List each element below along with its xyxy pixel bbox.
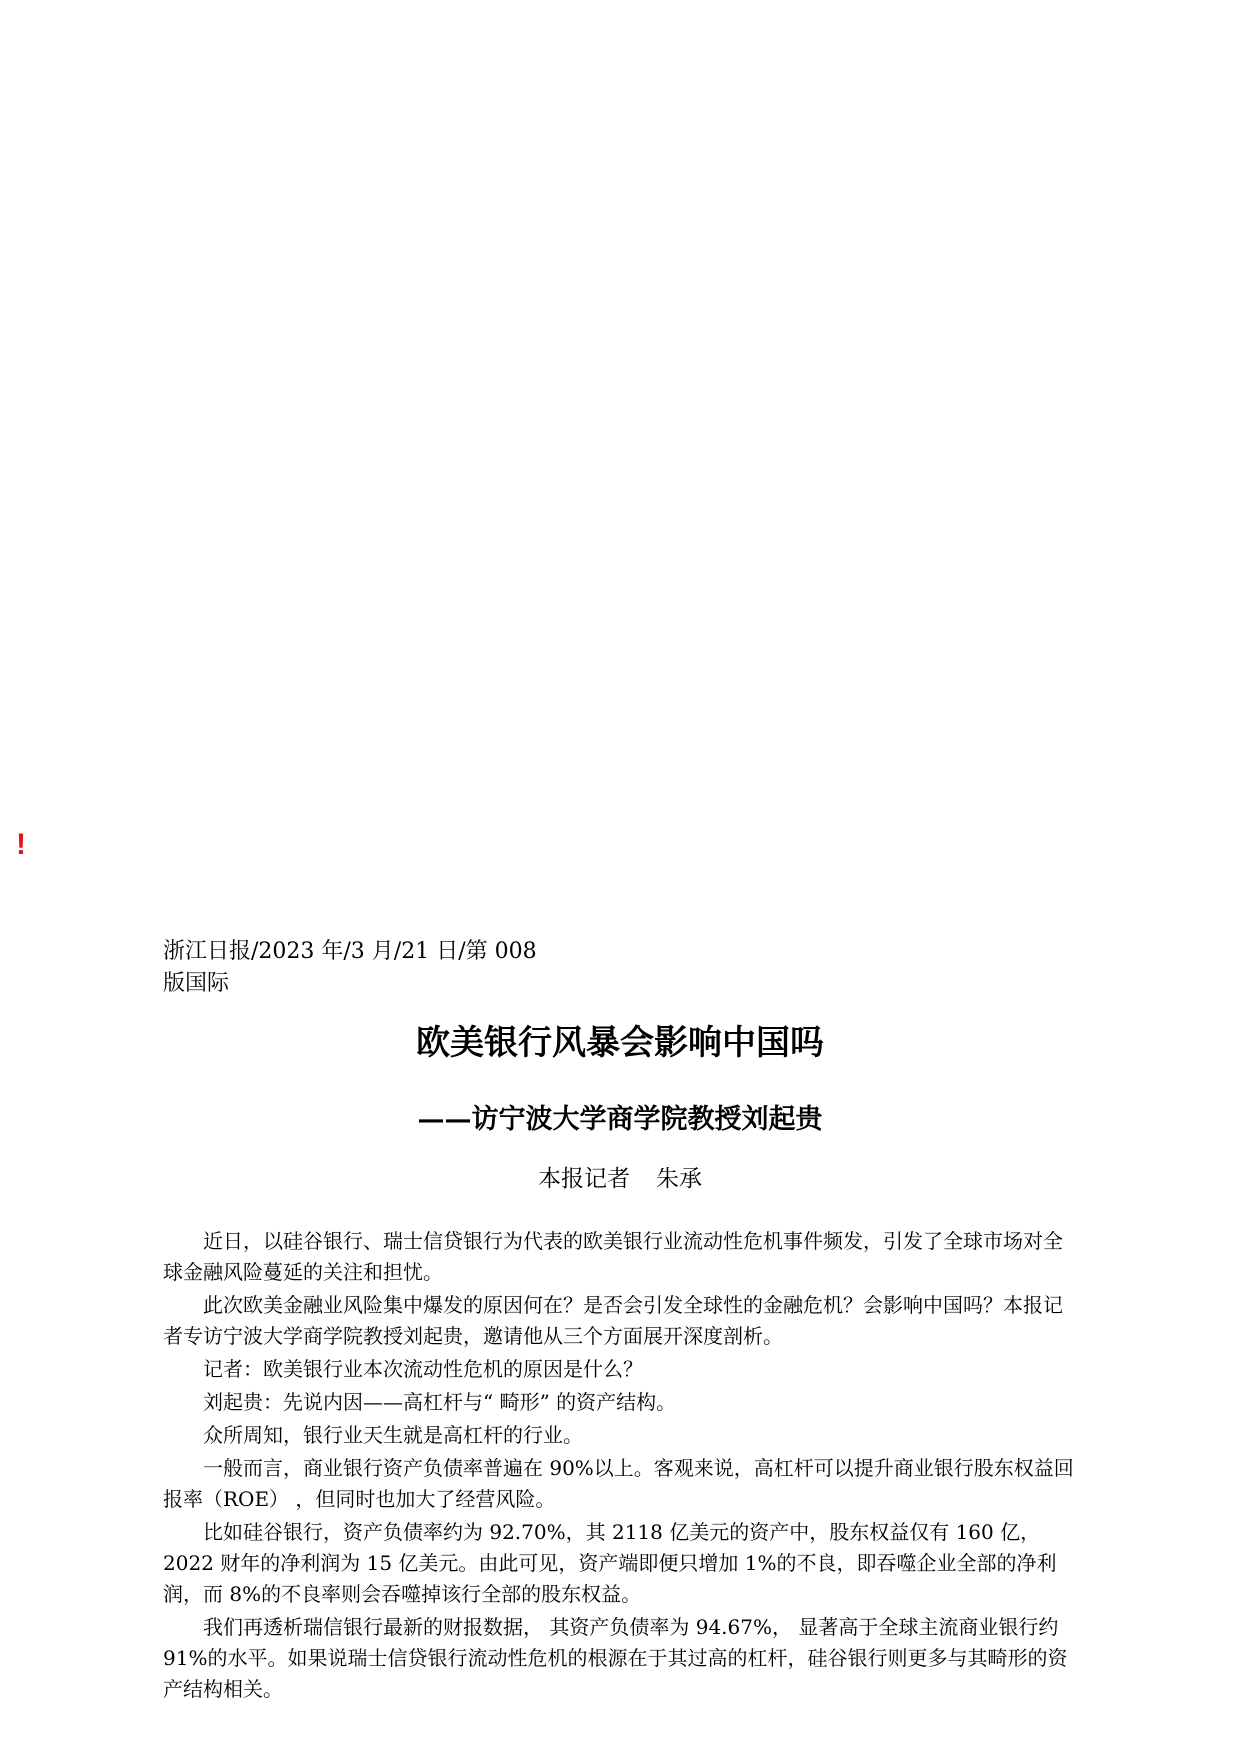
source-line — [163, 936, 563, 1000]
byline-name: 朱承 — [656, 1166, 702, 1192]
byline — [0, 1163, 1240, 1195]
headline: 欧美银行风暴会影响中国吗 — [416, 1023, 824, 1063]
paragraph: 一般而言，商业银行资产负债率普遍在 90%以上。客观来说，高杠杆可以提升商业银行股东权益回报率（ROE） ，但同时也加大了经营风险。 — [163, 1456, 1074, 1511]
source-line-1: 浙江日报/2023 年/3 月/21 日/第 008 — [163, 939, 537, 964]
byline-role: 本报记者 — [538, 1166, 630, 1192]
paragraph: 刘起贵：先说内因——高杠杆与“ 畸形” 的资产结构。 — [203, 1390, 677, 1414]
source-line-2: 版国际 — [163, 971, 230, 996]
paragraph: 近日，以硅谷银行、瑞士信贷银行为代表的欧美银行业流动性危机事件频发，引发了全球市场对全球金融风险蔓延的关注和担忧。 — [163, 1229, 1063, 1284]
article-body — [163, 1226, 1080, 1707]
paragraph: 比如硅谷银行，资产负债率约为 92.70%，其 2118 亿美元的资产中，股东权益仅有 160 亿，2022 财年的净利润为 15 亿美元。由此可见，资产端即便只增加 1%的不良，即吞噬企业全部的净利润，而 8%的不良率则会吞噬掉该行全部的股东权益。 — [163, 1520, 1057, 1606]
subtitle: ——访宁波大学商学院教授刘起贵 — [417, 1104, 823, 1135]
paragraph: 众所周知，银行业天生就是高杠杆的行业。 — [203, 1423, 583, 1447]
paragraph: 我们再透析瑞信银行最新的财报数据， 其资产负债率为 94.67%， 显著高于全球主流商业银行约 91%的水平。如果说瑞士信贷银行流动性危机的根源在于其过高的杠杆，硅谷银行则更多与其畸形的资产结构相关。 — [163, 1615, 1068, 1701]
paragraph: 记者：欧美银行业本次流动性危机的原因是什么？ — [203, 1357, 643, 1381]
alert-mark: ! — [16, 828, 26, 861]
paragraph: 此次欧美金融业风险集中爆发的原因何在？是否会引发全球性的金融危机？会影响中国吗？本报记者专访宁波大学商学院教授刘起贵，邀请他从三个方面展开深度剖析。 — [163, 1293, 1063, 1348]
